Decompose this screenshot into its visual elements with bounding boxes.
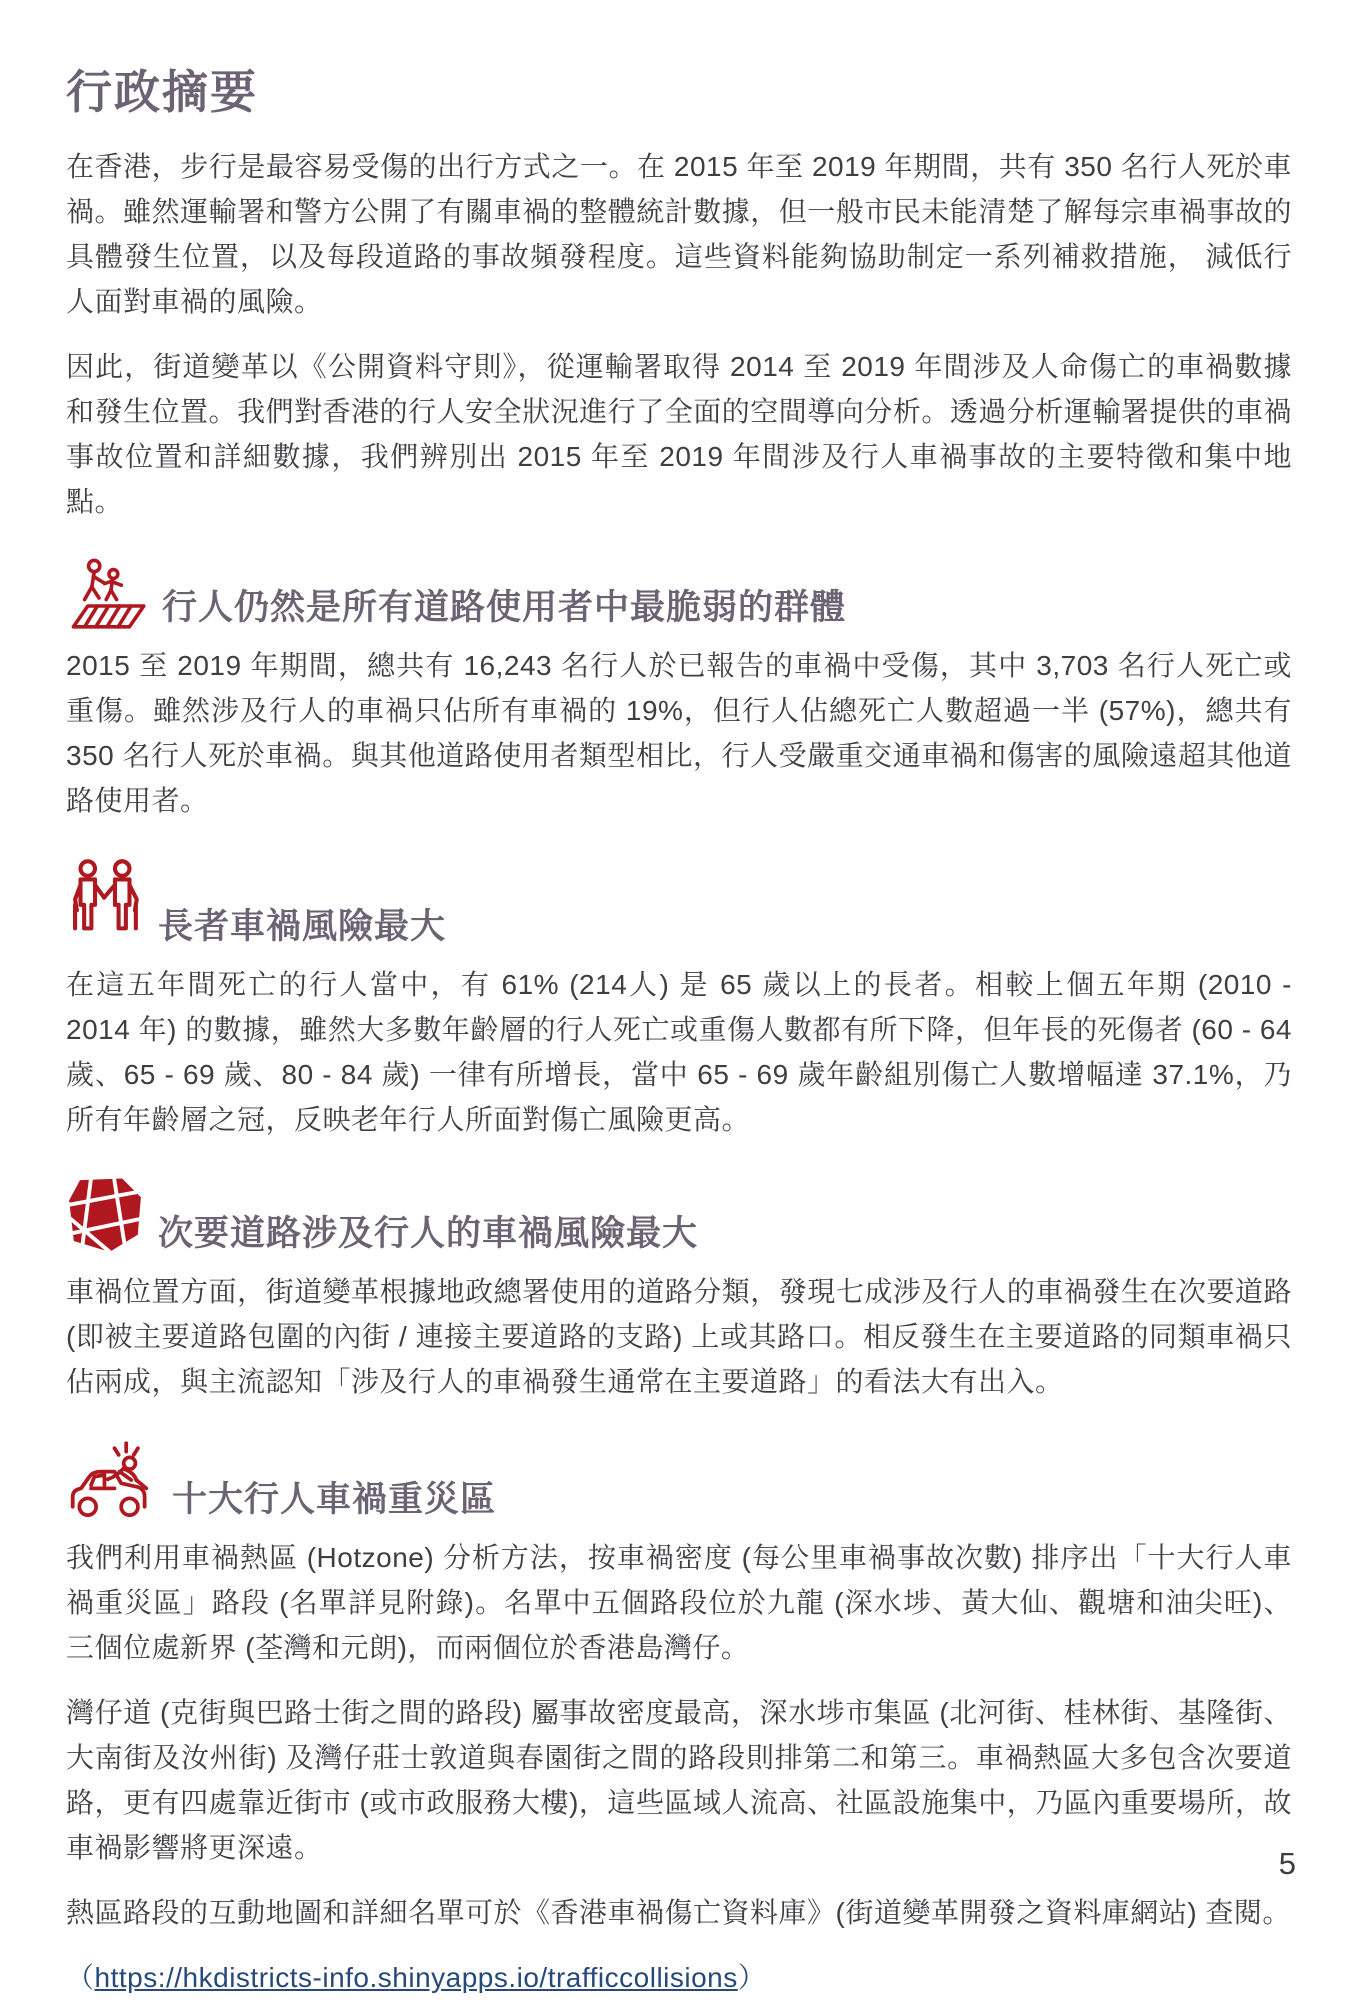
- section-heading-secondary-roads: 次要道路涉及行人的車禍風險最大: [158, 1213, 699, 1253]
- section-hotzones-paragraph-3: 熱區路段的互動地圖和詳細名單可於《香港車禍傷亡資料庫》(街道變革開發之資料庫網站) 查閱。: [66, 1897, 1291, 1928]
- database-link[interactable]: https://hkdistricts-info.shinyapps.io/trafficcollisions: [94, 1962, 738, 1993]
- section-heading-pedestrians: 行人仍然是所有道路使用者中最脆弱的群體: [162, 587, 847, 627]
- car-pedestrian-collision-icon: [66, 1438, 158, 1527]
- link-close-paren: ）: [737, 1962, 767, 1993]
- page-title: 行政摘要: [66, 66, 258, 118]
- link-open-paren: （: [66, 1962, 95, 1993]
- section-heading-elderly: 長者車禍風險最大: [158, 906, 447, 946]
- page-number: 5: [1278, 1846, 1296, 1881]
- section-hotzones-paragraph-1: 我們利用車禍熱區 (Hotzone) 分析方法，按車禍密度 (每公里車禍事故次數) 排序出「十大行人車禍重災區」路段 (名單詳見附錄)。名單中五個路段位於九龍 (深水埗、黃大仙、觀塘和油尖旺)、 三個位處新界 (荃灣和元朗)，而兩個位於香港島灣仔。: [66, 1542, 1292, 1663]
- intro-paragraph-1: 在香港，步行是最容易受傷的出行方式之一。在 2015 年至 2019 年期間，共有 350 名行人死於車禍。雖然運輸署和警方公開了有關車禍的整體統計數據，但一般市民未能清楚了解每宗車禍事故的具體發生位置，以及每段道路的事故頻發程度。這些資料能夠協助制定一系列補救措施， 減低行人面對車禍的風險。: [66, 151, 1292, 317]
- section-header-secondary-roads: [66, 1176, 1292, 1261]
- section-pedestrians-paragraph: 2015 至 2019 年期間，總共有 16,243 名行人於已報告的車禍中受傷，其中 3,703 名行人死亡或重傷。雖然涉及行人的車禍只佔所有車禍的 19%，但行人佔總死亡人數超過一半 (57%)，總共有 350 名行人死於車禍。與其他道路使用者類型相比，行人受嚴重交通車禍和傷害的風險遠超其他道路使用者。: [66, 650, 1292, 816]
- section-elderly-paragraph: 在這五年間死亡的行人當中，有 61% (214人) 是 65 歲以上的長者。相較上個五年期 (2010 - 2014 年) 的數據，雖然大多數年齡層的行人死亡或重傷人數都有所下降，但年長的死傷者 (60 - 64 歲、65 - 69 歲、80 - 84 歲) 一律有所增長，當中 65 - 69 歲年齡組別傷亡人數增幅達 37.1%，乃所有年齡層之冠，反映老年行人所面對傷亡風險更高。: [66, 969, 1292, 1135]
- section-header-pedestrians: [66, 558, 1292, 635]
- database-link-line: [66, 1955, 1292, 2000]
- section-header-hotzones: [66, 1438, 1292, 1527]
- section-heading-hotzones: 十大行人車禍重災區: [172, 1479, 497, 1519]
- section-header-elderly: [66, 857, 1292, 954]
- section-hotzones-paragraph-2: 灣仔道 (克街與巴路士街之間的路段) 屬事故密度最高，深水埗市集區 (北河街、桂林街、基隆街、大南街及汝州街) 及灣仔莊士敦道與春園街之間的路段則排第二和第三。車禍熱區大多包含次要道路，更有四處靠近街市 (或市政服務大樓)，這些區域人流高、社區設施集中，乃區內重要場所，故車禍影響將更深遠。: [66, 1697, 1292, 1863]
- section-secondary-roads-paragraph: 車禍位置方面，街道變革根據地政總署使用的道路分類，發現七成涉及行人的車禍發生在次要道路 (即被主要道路包圍的內街 / 連接主要道路的支路) 上或其路口。相反發生在主要道路的同類車禍只佔兩成，與主流認知「涉及行人的車禍發生通常在主要道路」的看法大有出入。: [66, 1276, 1292, 1397]
- pedestrian-crossing-icon: [66, 558, 148, 635]
- intro-paragraph-2: 因此，街道變革以《公開資料守則》，從運輸署取得 2014 至 2019 年間涉及人命傷亡的車禍數據和發生位置。我們對香港的行人安全狀況進行了全面的空間導向分析。透過分析運輸署提供的車禍事故位置和詳細數據，我們辨別出 2015 年至 2019 年間涉及行人車禍事故的主要特徵和集中地點。: [66, 351, 1292, 517]
- street-map-icon: [66, 1176, 144, 1261]
- elderly-couple-icon: [66, 857, 144, 954]
